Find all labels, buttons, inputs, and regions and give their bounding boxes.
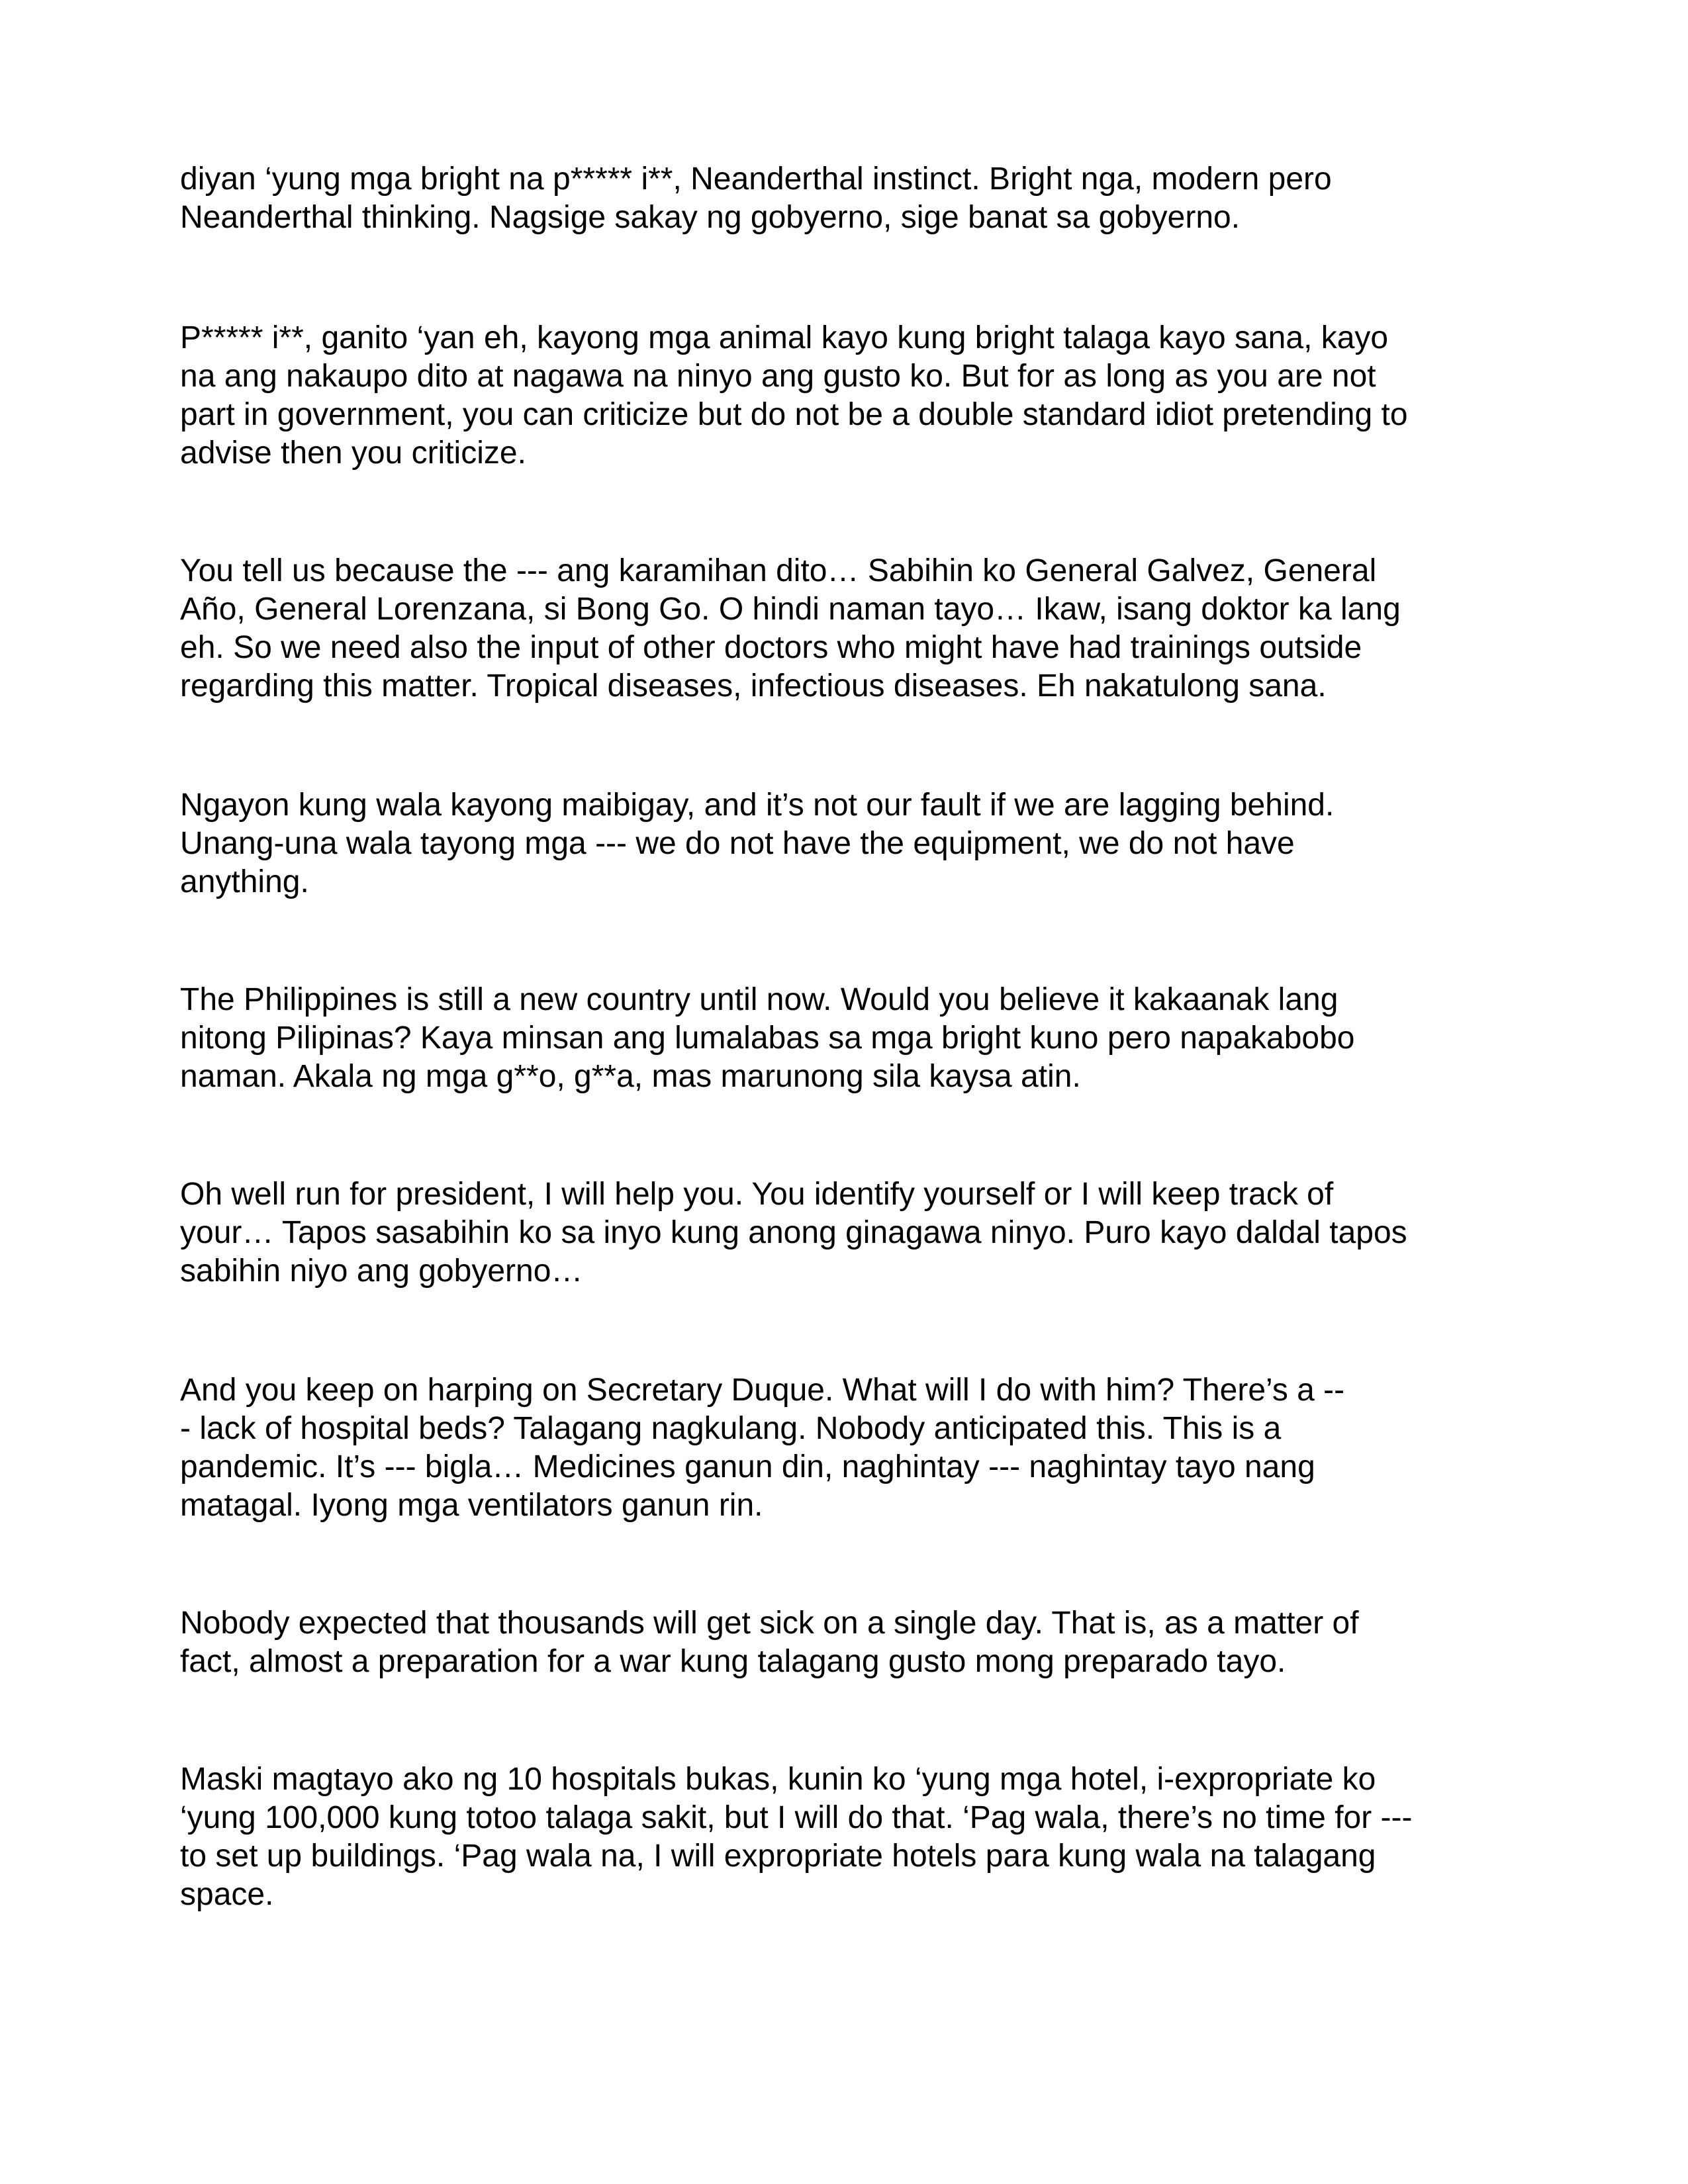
paragraph-7: And you keep on harping on Secretary Duque. What will I do with him? There’s a -- - lack of hospital beds? Talagang nagkulang. Nobody anticipated this. This is a pandemic. It’s --- bigla… Medicines ganun din, naghintay --- naghintay tayo nang matagal. Iyong mga ventilators ganun rin.	[180, 1373, 1345, 1523]
paragraph-9: Maski magtayo ako ng 10 hospitals bukas, kunin ko ‘yung mga hotel, i-expropriate ko ‘yung 100,000 kung totoo talaga sakit, but I will do that. ‘Pag wala, there’s no time for --- to set up buildings. ‘Pag wala na, I will expropriate hotels para kung wala na talagang space.	[180, 1762, 1413, 1912]
paragraph-4: Ngayon kung wala kayong maibigay, and it’s not our fault if we are lagging behind. Unang-una wala tayong mga --- we do not have the equipment, we do not have anything.	[180, 788, 1335, 899]
paragraph-8: Nobody expected that thousands will get sick on a single day. That is, as a matter of fact, almost a preparation for a war kung talagang gusto mong preparado tayo.	[180, 1606, 1359, 1679]
paragraph-3: You tell us because the --- ang karamihan dito… Sabihin ko General Galvez, General Año, General Lorenzana, si Bong Go. O hindi naman tayo… Ikaw, isang doktor ka lang eh. So we need also the input of other doctors who might have had trainings outside regarding this matter. Tropical diseases, infectious diseases. Eh nakatulong sana.	[180, 553, 1401, 704]
paragraph-6: Oh well run for president, I will help you. You identify yourself or I will keep track of your… Tapos sasabihin ko sa inyo kung anong ginagawa ninyo. Puro kayo daldal tapos sabihin niyo ang gobyerno…	[180, 1177, 1407, 1289]
paragraph-1: diyan ‘yung mga bright na p***** i**, Neanderthal instinct. Bright nga, modern pero Neanderthal thinking. Nagsige sakay ng gobyerno, sige banat sa gobyerno.	[180, 161, 1332, 235]
paragraph-5: The Philippines is still a new country until now. Would you believe it kakaanak lang nitong Pilipinas? Kaya minsan ang lumalabas sa mga bright kuno pero napakabobo naman. Akala ng mga g**o, g**a, mas marunong sila kaysa atin.	[180, 982, 1355, 1094]
paragraph-2: P***** i**, ganito ‘yan eh, kayong mga animal kayo kung bright talaga kayo sana, kayo na ang nakaupo dito at nagawa na ninyo ang gusto ko. But for as long as you are not part in government, you can criticize but do not be a double standard idiot pretending to advise then you criticize.	[180, 320, 1408, 471]
